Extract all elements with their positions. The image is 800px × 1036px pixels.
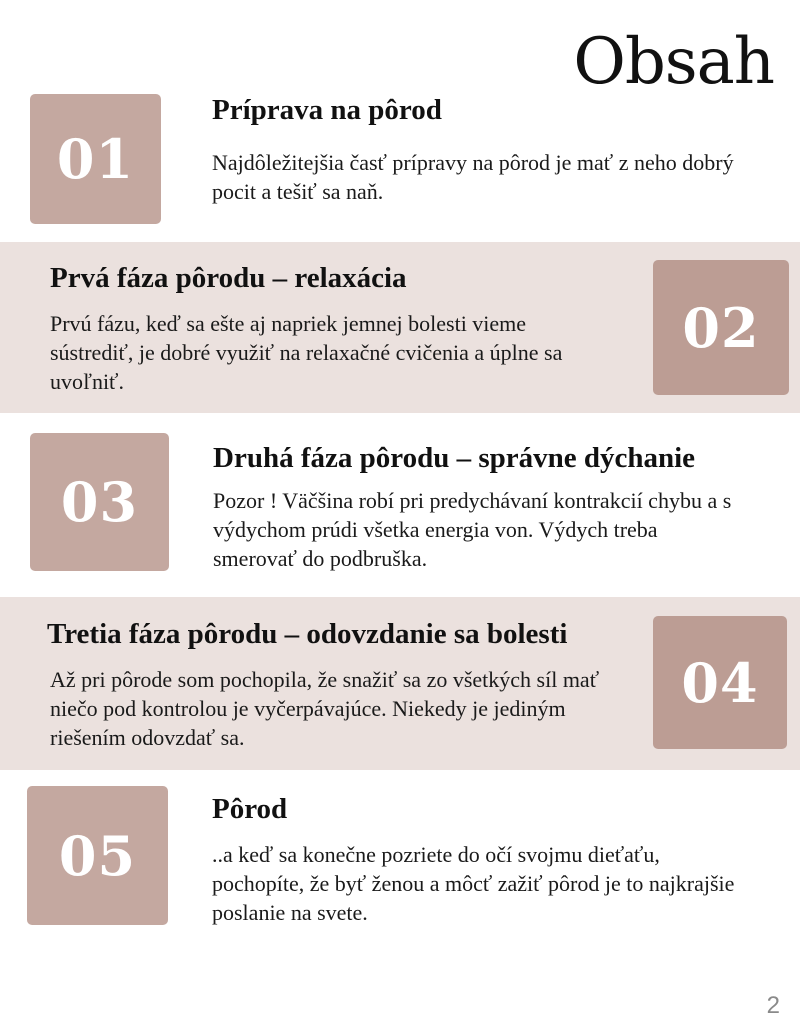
section-number: 02 <box>682 295 760 360</box>
section-number-box <box>27 786 168 925</box>
section-title: Prvá fáza pôrodu – relaxácia <box>50 262 407 294</box>
section-number: 05 <box>58 823 137 888</box>
section-number: 03 <box>60 470 139 534</box>
section-number-box <box>30 433 169 571</box>
section-title: Druhá fáza pôrodu – správne dýchanie <box>213 442 696 474</box>
section-description: Pozor ! Väčšina robí pri predychávaní kontrakcií chybu a s výdychom prúdi všetka energia von. Výdych treba smerovať do podbruška. <box>213 488 732 571</box>
page-number: 2 <box>766 992 780 1019</box>
section-title: Tretia fáza pôrodu – odovzdanie sa bolesti <box>47 618 568 650</box>
section-number-box <box>30 94 161 224</box>
page-title: Obsah <box>573 25 774 99</box>
section-description: Najdôležitejšia časť prípravy na pôrod je mať z neho dobrý pocit a tešiť sa naň. <box>212 150 734 204</box>
section-description: Prvú fázu, keď sa ešte aj napriek jemnej bolesti vieme sústrediť, je dobré využiť na relaxačné cvičenia a úplne sa uvoľniť. <box>50 311 563 394</box>
section-number: 01 <box>56 127 135 191</box>
section-title: Príprava na pôrod <box>212 94 442 126</box>
section-number: 04 <box>681 650 759 715</box>
section-description: Až pri pôrode som pochopila, že snažiť sa zo všetkých síl mať niečo pod kontrolou je vyčerpávajúce. Niekedy je jediným riešením odovzdať sa. <box>50 667 600 750</box>
section-description: ..a keď sa konečne pozriete do očí svojmu dieťaťu, pochopíte, že byť ženou a môcť zažiť pôrod je to najkrajšie poslanie na svete. <box>212 842 735 925</box>
section-number-box <box>653 260 789 395</box>
section-title: Pôrod <box>212 793 288 825</box>
section-number-box <box>653 616 787 749</box>
